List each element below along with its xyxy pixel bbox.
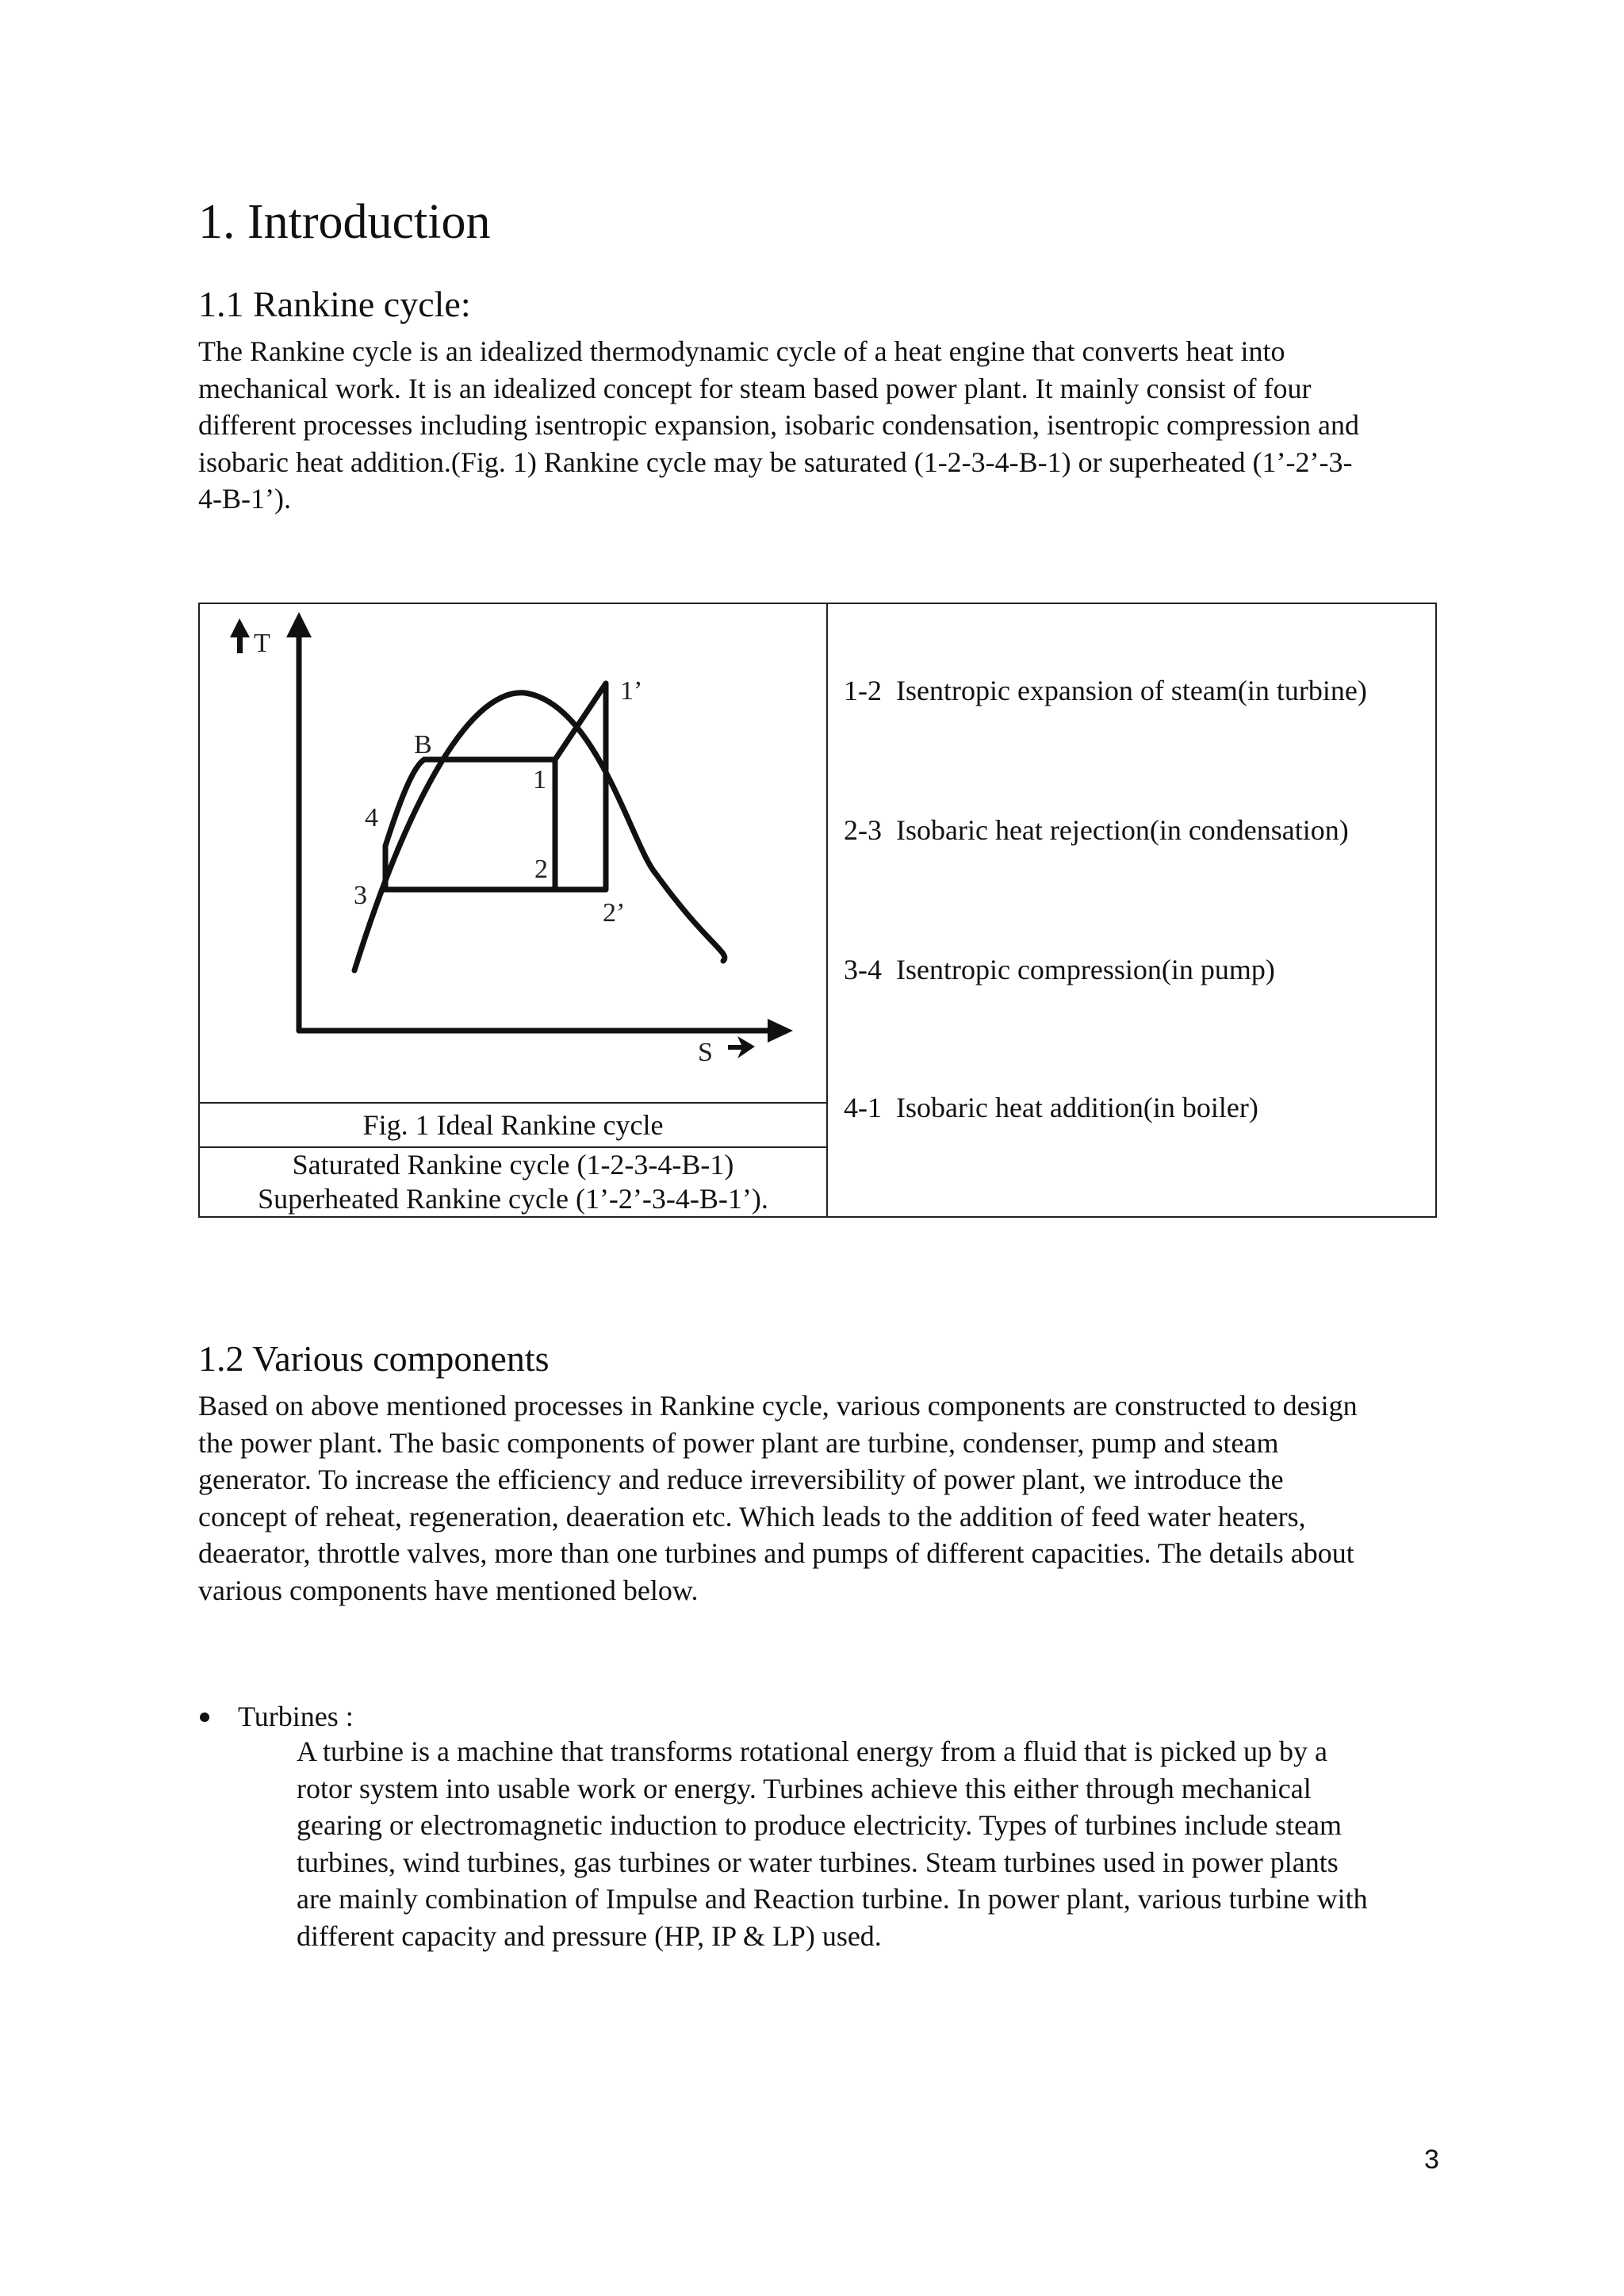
process-code: 1-2 bbox=[844, 675, 882, 706]
saturation-dome-curve bbox=[354, 693, 725, 970]
paragraph-line: rotor system into usable work or energy. Turbines achieve this either through mechanical bbox=[297, 1772, 1312, 1804]
process-description: Isobaric heat addition(in boiler) bbox=[896, 1092, 1258, 1123]
paragraph-line: mechanical work. It is an idealized concept for steam based power plant. It mainly consist of four bbox=[198, 372, 1312, 404]
t-axis-arrowhead bbox=[286, 612, 312, 637]
process-description: Isentropic compression(in pump) bbox=[896, 954, 1275, 985]
chapter-heading: 1. Introduction bbox=[198, 195, 491, 249]
process-item bbox=[844, 951, 1275, 988]
s-axis-arrowhead bbox=[768, 1019, 793, 1043]
paragraph-line: turbines, wind turbines, gas turbines or water turbines. Steam turbines used in power plants bbox=[297, 1846, 1339, 1878]
paragraph-line: different processes including isentropic expansion, isobaric condensation, isentropic compression and bbox=[198, 409, 1359, 441]
t-label-arrow bbox=[230, 618, 250, 653]
process-code: 2-3 bbox=[844, 814, 882, 846]
point-label-1prime: 1’ bbox=[620, 676, 643, 706]
paragraph-line: the power plant. The basic components of power plant are turbine, condenser, pump and steam bbox=[198, 1426, 1279, 1459]
process-description: Isentropic expansion of steam(in turbine) bbox=[896, 675, 1367, 706]
process-list bbox=[844, 604, 1431, 1218]
components-paragraph bbox=[198, 1387, 1435, 1609]
turbines-paragraph bbox=[297, 1733, 1438, 1954]
bullet-item-turbines bbox=[198, 1698, 674, 1735]
process-item bbox=[844, 812, 1349, 848]
figure-note-line: Saturated Rankine cycle (1-2-3-4-B-1) bbox=[292, 1149, 734, 1181]
paragraph-line: 4-B-1’). bbox=[198, 483, 291, 515]
s-axis-label: S bbox=[698, 1038, 713, 1067]
paragraph-line: different capacity and pressure (HP, IP & LP) used. bbox=[297, 1919, 882, 1952]
point-label-3: 3 bbox=[354, 881, 367, 910]
paragraph-line: deaerator, throttle valves, more than one turbines and pumps of different capacities. The details about bbox=[198, 1537, 1354, 1569]
section-title-rankine-cycle: 1.1 Rankine cycle: bbox=[198, 284, 471, 324]
paragraph-line: concept of reheat, regeneration, deaeration etc. Which leads to the addition of feed water heaters, bbox=[198, 1500, 1306, 1533]
paragraph-line: The Rankine cycle is an idealized thermodynamic cycle of a heat engine that converts heat into bbox=[198, 335, 1285, 367]
s-label-arrow bbox=[728, 1036, 755, 1058]
point-label-4: 4 bbox=[365, 803, 378, 832]
point-label-1: 1 bbox=[533, 765, 546, 794]
process-code: 4-1 bbox=[844, 1092, 882, 1123]
paragraph-line: generator. To increase the efficiency and reduce irreversibility of power plant, we introduce the bbox=[198, 1464, 1284, 1495]
ts-diagram bbox=[200, 604, 826, 1102]
process-code: 3-4 bbox=[844, 954, 882, 985]
superheat-line-1-1prime bbox=[555, 683, 606, 760]
figure-note-line: Superheated Rankine cycle (1’-2’-3-4-B-1’). bbox=[258, 1183, 768, 1215]
bullet-label: Turbines : bbox=[238, 1701, 354, 1732]
paragraph-line: gearing or electromagnetic induction to produce electricity. Types of turbines include steam bbox=[297, 1809, 1342, 1841]
point-label-2: 2 bbox=[534, 855, 548, 884]
process-item bbox=[844, 1089, 1258, 1126]
process-description: Isobaric heat rejection(in condensation) bbox=[896, 814, 1349, 846]
paragraph-line: Based on above mentioned processes in Rankine cycle, various components are constructed to design bbox=[198, 1390, 1358, 1422]
paragraph-line: various components have mentioned below. bbox=[198, 1574, 699, 1606]
point-label-B: B bbox=[414, 730, 432, 760]
process-item bbox=[844, 672, 1367, 709]
paragraph-line: A turbine is a machine that transforms rotational energy from a fluid that is picked up by a bbox=[297, 1735, 1327, 1767]
figure-cell bbox=[200, 604, 828, 1218]
t-axis-label: T bbox=[254, 629, 270, 658]
figure-caption: Fig. 1 Ideal Rankine cycle bbox=[200, 1102, 826, 1148]
paragraph-line: isobaric heat addition.(Fig. 1) Rankine cycle may be saturated (1-2-3-4-B-1) or superheated (1’-2’-3- bbox=[198, 446, 1353, 478]
section-title-various-components: 1.2 Various components bbox=[198, 1338, 550, 1379]
figure-table bbox=[198, 603, 1437, 1218]
rankine-paragraph bbox=[198, 333, 1435, 518]
figure-notes bbox=[200, 1148, 826, 1218]
page-number: 3 bbox=[1424, 2145, 1439, 2175]
paragraph-line: are mainly combination of Impulse and Reaction turbine. In power plant, various turbine with bbox=[297, 1883, 1368, 1915]
point-label-2prime: 2’ bbox=[603, 898, 626, 928]
bullet-dot-icon bbox=[200, 1712, 209, 1722]
